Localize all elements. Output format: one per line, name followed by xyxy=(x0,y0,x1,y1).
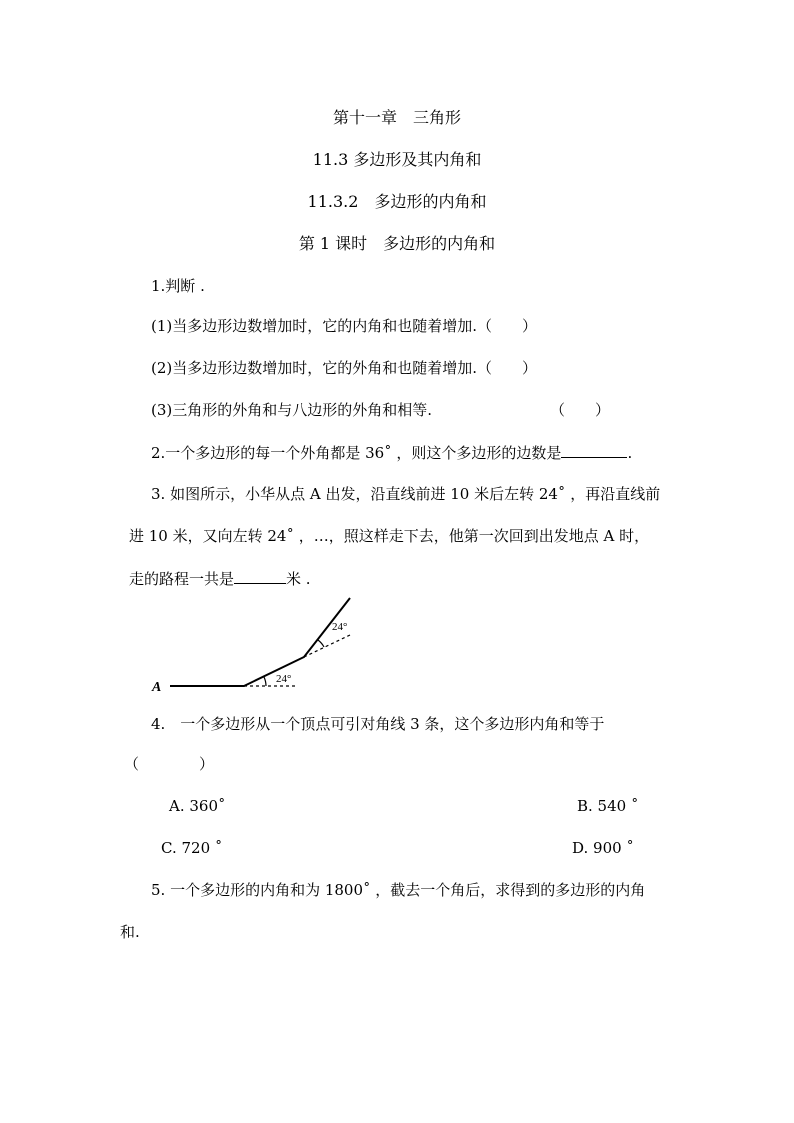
q3-figure xyxy=(140,590,370,700)
q5-line-2: 和. xyxy=(120,923,140,941)
lesson-title: 第 1 课时 多边形的内角和 xyxy=(298,234,496,253)
angle-label-2: 24° xyxy=(332,621,348,633)
q3-line-2: 进 10 米，又向左转 24˚ ，…，照这样走下去，他第一次回到出发地点 A 时， xyxy=(129,527,650,545)
q2-period: . xyxy=(627,444,633,462)
angle-label-1: 24° xyxy=(276,673,292,685)
q2-line xyxy=(151,442,632,463)
chapter-title: 第十一章 三角形 xyxy=(332,108,461,127)
q1-stem: 1.判断 . xyxy=(151,277,205,295)
q4-option-b: B. 540 ˚ xyxy=(577,797,639,815)
subsection-title: 11.3.2 多边形的内角和 xyxy=(307,192,487,211)
angle-arc-1 xyxy=(264,677,266,686)
q4-option-d: D. 900 ˚ xyxy=(572,839,634,857)
q2-text: 2.一个多边形的每一个外角都是 36˚ ，则这个多边形的边数是 xyxy=(151,444,562,462)
q4-option-a: A. 360˚ xyxy=(169,797,226,815)
q1-item-2: (2)当多边形边数增加时，它的外角和也随着增加.（ ） xyxy=(151,359,538,377)
q3-answer-blank xyxy=(234,568,286,584)
section-title: 11.3 多边形及其内角和 xyxy=(312,150,482,169)
q2-answer-blank xyxy=(561,442,627,458)
point-a-label: A xyxy=(152,680,162,695)
q5-line-1: 5. 一个多边形的内角和为 1800˚ ，截去一个角后，求得到的多边形的内角 xyxy=(151,881,646,899)
q4-stem-line-2: （ ） xyxy=(124,755,215,773)
angle-arc-2 xyxy=(318,640,324,647)
q3-line-1: 3. 如图所示，小华从点 A 出发，沿直线前进 10 米后左转 24˚ ，再沿直线前 xyxy=(151,485,661,503)
q1-item-3: (3)三角形的外角和与八边形的外角和相等. xyxy=(151,401,433,419)
q4-option-c: C. 720 ˚ xyxy=(161,839,223,857)
q3-text: 走的路程一共是 xyxy=(129,570,235,588)
walking-path xyxy=(170,598,350,686)
q4-stem-line-1: 4. 一个多边形从一个顶点可引对角线 3 条，这个多边形内角和等于 xyxy=(151,715,605,733)
extension-line-2 xyxy=(304,635,350,657)
q1-item-3-paren: （ ） xyxy=(550,401,611,419)
q3-line-3 xyxy=(129,568,311,589)
q1-item-1: (1)当多边形边数增加时，它的内角和也随着增加.（ ） xyxy=(151,317,538,335)
q3-unit: 米 . xyxy=(286,570,311,588)
